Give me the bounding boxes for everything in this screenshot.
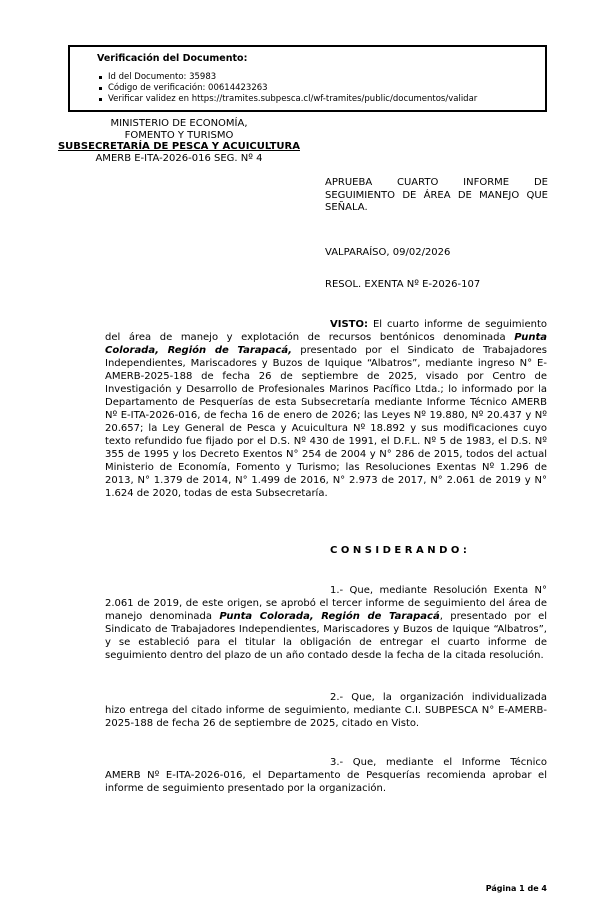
ministry-name-line1: MINISTERIO DE ECONOMÍA,: [110, 118, 248, 129]
resolution-subject: APRUEBA CUARTO INFORME DE SEGUIMIENTO DE ÁREA DE MANEJO QUE SEÑALA.: [325, 177, 548, 213]
c1-area-name: Punta Colorada, Región de Tarapacá: [219, 611, 440, 622]
c1-text-2: , presentado por el Sindicato de Trabajadores Independientes, Mariscadores y Buzos de Iquique “Albatros”, y se estableció para el titular la obligación de entregar el cuarto informe de seguimiento dentro del plazo de un año contado desde la fecha de la citada resolución.: [105, 611, 548, 661]
verification-item-url: Verificar validez en https://tramites.subpesca.cl/wf-tramites/public/documentos/validar: [97, 94, 537, 105]
subsecretaria-name: SUBSECRETARÍA DE PESCA Y ACUICULTURA: [57, 141, 300, 152]
c1-text-1: 1.- Que, mediante Resolución Exenta N° 2.061 de 2019, de este origen, se aprobó el tercer informe de seguimiento del área de manejo denominada: [105, 585, 547, 622]
verification-box: [68, 45, 547, 112]
place-and-date: VALPARAÍSO, 09/02/2026: [325, 247, 451, 258]
resolution-number: RESOL. EXENTA Nº E-2026-107: [325, 279, 481, 290]
visto-text-1: El cuarto informe de seguimiento del área de manejo y explotación de recursos bentónicos denominada: [105, 319, 547, 343]
considerando-paragraph-1: [105, 584, 547, 662]
considerando-paragraph-3: 3.- Que, mediante el Informe Técnico AMERB Nº E-ITA-2026-016, el Departamento de Pesquerías recomienda aprobar el informe de seguimiento presentado por la organización.: [105, 757, 547, 794]
file-reference: AMERB E-ITA-2026-016 SEG. Nº 4: [95, 152, 263, 164]
visto-label: VISTO:: [330, 319, 368, 330]
page-number: Página 1 de 4: [485, 884, 547, 893]
considerando-paragraph-2: 2.- Que, la organización individualizada hizo entrega del citado informe de seguimiento, mediante C.I. SUBPESCA N° E-AMERB-2025-188 de fecha 26 de septiembre de 2025, citado en Visto.: [105, 692, 547, 729]
ministry-name-line2: FOMENTO Y TURISMO: [124, 129, 234, 141]
visto-paragraph: [105, 318, 547, 500]
considerando-heading: CONSIDERANDO:: [330, 545, 471, 556]
verification-item-document-id: Id del Documento: 35983: [97, 72, 537, 83]
letterhead: [55, 118, 303, 164]
verification-item-code: Código de verificación: 00614423263: [97, 83, 537, 94]
verification-list: [97, 72, 537, 105]
visto-area-name: Punta Colorada, Región de Tarapacá,: [105, 332, 547, 356]
visto-text-2: presentado por el Sindicato de Trabajadores Independientes, Mariscadores y Buzos de Iquique “Albatros”, mediante ingreso N° E-AMERB-2025-188 de fecha 26 de septiembre de 2025, visado por Centro de Investigación y Desarrollo de Profesionales Marinos Pacífico Ltda.; lo informado por la Departamento de Pesquerías de esta Subsecretaría mediante Informe Técnico AMERB Nº E-ITA-2026-016, de fecha 16 de enero de 2026; las Leyes Nº 19.880, Nº 20.437 y Nº 20.657; la Ley General de Pesca y Acuicultura Nº 18.892 y sus modificaciones cuyo texto refundido fue fijado por el D.S. Nº 430 de 1991, el D.F.L. Nº 5 de 1983, el D.S. Nº 355 de 1995 y los Decreto Exentos N° 254 de 2004 y N° 286 de 2015, todos del actual Ministerio de Economía, Fomento y Turismo; las Resoluciones Exentas Nº 1.296 de 2013, N° 1.379 de 2014, N° 1.499 de 2016, N° 2.973 de 2017, N° 2.061 de 2019 y N° 1.624 de 2020, todas de esta Subsecretaría.: [105, 345, 548, 499]
verification-title: Verificación del Documento:: [97, 53, 248, 64]
